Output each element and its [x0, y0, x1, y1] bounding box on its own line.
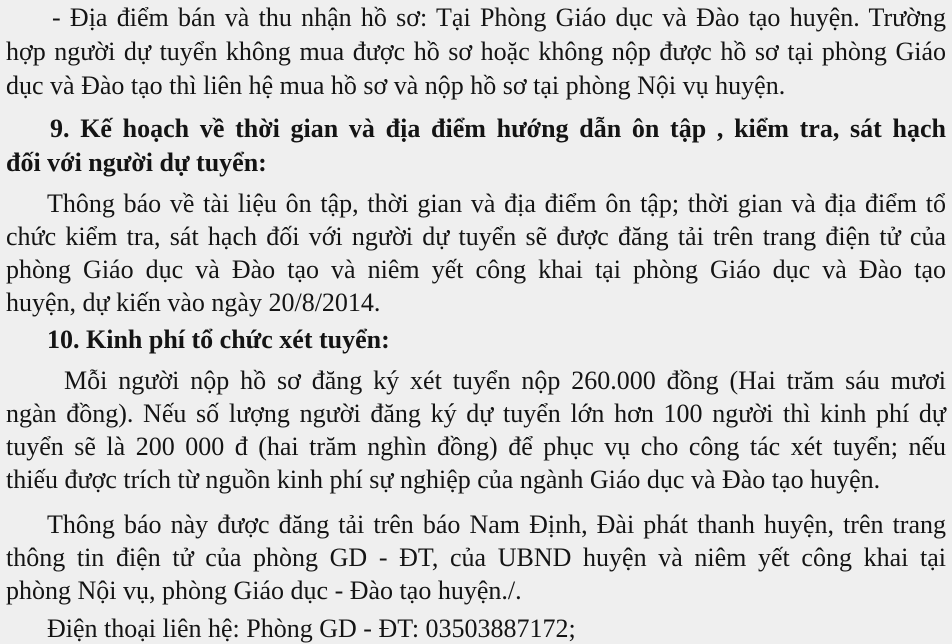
- announcement-line-2: thông tin điện tử của phòng GD - ĐT, của UBND huyện và niêm yết công khai tại: [6, 543, 946, 572]
- contact-phone-line: Điện thoại liên hệ: Phòng GD - ĐT: 03503887172;: [47, 614, 576, 643]
- section-9-body-line-3: phòng Giáo dục và Đào tạo và niêm yết công khai tại phòng Giáo dục và Đào tạo: [6, 255, 946, 284]
- section-9-body-line-2: chức kiểm tra, sát hạch đối với người dự tuyển sẽ được đăng tải trên trang điện tử của: [6, 222, 946, 251]
- announcement-line-1: Thông báo này được đăng tải trên báo Nam Định, Đài phát thanh huyện, trên trang: [47, 510, 946, 539]
- section-9-body-line-1: Thông báo về tài liệu ôn tập, thời gian và địa điểm ôn tập; thời gian và địa điểm tổ: [47, 189, 946, 218]
- section-9-heading-line-1: 9. Kế hoạch về thời gian và địa điểm hướng dẫn ôn tập , kiểm tra, sát hạch: [50, 114, 946, 143]
- section-10-body-line-3: tuyển sẽ là 200 000 đ (hai trăm nghìn đồng) để phục vụ cho công tác xét tuyển; nếu: [6, 432, 946, 461]
- section-10-body-line-1: Mỗi người nộp hồ sơ đăng ký xét tuyển nộp 260.000 đồng (Hai trăm sáu mươi: [64, 366, 946, 395]
- section-9-body-line-4: huyện, dự kiến vào ngày 20/8/2014.: [6, 288, 381, 317]
- paragraph-location-line-1: - Địa điểm bán và thu nhận hồ sơ: Tại Phòng Giáo dục và Đào tạo huyện. Trường: [52, 3, 946, 32]
- paragraph-location-line-3: dục và Đào tạo thì liên hệ mua hồ sơ và nộp hồ sơ tại phòng Nội vụ huyện.: [6, 71, 786, 100]
- section-10-body-line-2: ngàn đồng). Nếu số lượng người đăng ký dự tuyển lớn hơn 100 người thì kinh phí dự: [6, 399, 946, 428]
- paragraph-location-line-2: hợp người dự tuyển không mua được hồ sơ hoặc không nộp được hồ sơ tại phòng Giáo: [6, 37, 946, 66]
- announcement-line-3: phòng Nội vụ, phòng Giáo dục - Đào tạo huyện./.: [6, 576, 522, 605]
- section-10-heading: 10. Kinh phí tổ chức xét tuyển:: [47, 325, 390, 354]
- section-9-heading-line-2: đối với người dự tuyển:: [6, 148, 267, 177]
- section-10-body-line-4: thiếu được trích từ nguồn kinh phí sự nghiệp của ngành Giáo dục và Đào tạo huyện.: [6, 465, 881, 494]
